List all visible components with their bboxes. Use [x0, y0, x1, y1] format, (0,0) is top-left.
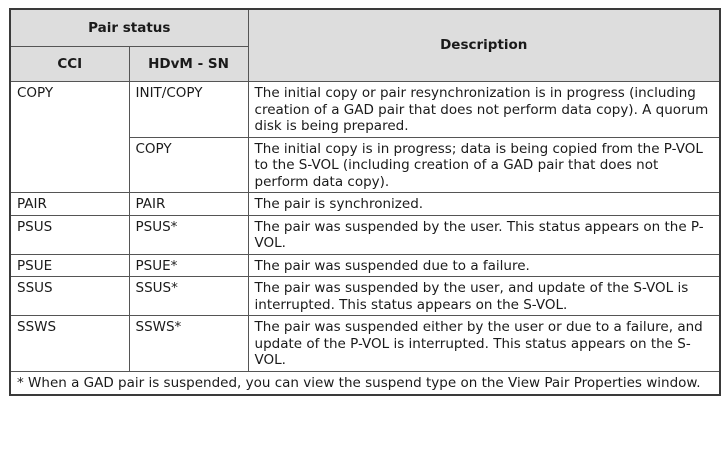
hdvm-cell: PSUS*: [129, 215, 248, 254]
table-row: [10, 254, 720, 277]
table-row: [10, 316, 720, 372]
description-cell: The initial copy or pair resynchronization is in progress (including creation of a GAD pair that does not perform data copy). A quorum disk is being prepared.: [248, 82, 720, 138]
description-cell: The pair was suspended due to a failure.: [248, 254, 720, 277]
description-cell: The pair is synchronized.: [248, 193, 720, 216]
description-cell: The pair was suspended by the user. This status appears on the P-VOL.: [248, 215, 720, 254]
cci-cell: SSWS: [10, 316, 129, 372]
hdvm-cell: PSUE*: [129, 254, 248, 277]
description-header: Description: [248, 9, 720, 82]
cci-cell: SSUS: [10, 277, 129, 316]
pair-status-header: Pair status: [10, 9, 248, 47]
header-row: [10, 9, 720, 47]
table-row: [10, 215, 720, 254]
cci-header: CCI: [10, 47, 129, 82]
description-cell: The initial copy is in progress; data is being copied from the P-VOL to the S-VOL (including creation of a GAD pair that does not perform data copy).: [248, 137, 720, 193]
cci-cell: PSUE: [10, 254, 129, 277]
footnote-row: [10, 371, 720, 395]
table-body: [10, 82, 720, 396]
hdvm-cell: INIT/COPY: [129, 82, 248, 138]
cci-cell: PSUS: [10, 215, 129, 254]
hdvm-cell: SSWS*: [129, 316, 248, 372]
pair-status-table: [9, 8, 721, 396]
table-row: [10, 193, 720, 216]
hdvm-cell: COPY: [129, 137, 248, 193]
hdvm-sn-header: HDvM - SN: [129, 47, 248, 82]
footnote: * When a GAD pair is suspended, you can view the suspend type on the View Pair Properties window.: [10, 371, 720, 395]
table-header: [10, 9, 720, 82]
description-cell: The pair was suspended either by the user or due to a failure, and update of the P-VOL is interrupted. This status appears on the S-VOL.: [248, 316, 720, 372]
cci-cell: COPY: [10, 82, 129, 193]
hdvm-cell: PAIR: [129, 193, 248, 216]
hdvm-cell: SSUS*: [129, 277, 248, 316]
cci-cell: PAIR: [10, 193, 129, 216]
table-row: [10, 277, 720, 316]
table-row: [10, 82, 720, 138]
description-cell: The pair was suspended by the user, and update of the S-VOL is interrupted. This status appears on the S-VOL.: [248, 277, 720, 316]
